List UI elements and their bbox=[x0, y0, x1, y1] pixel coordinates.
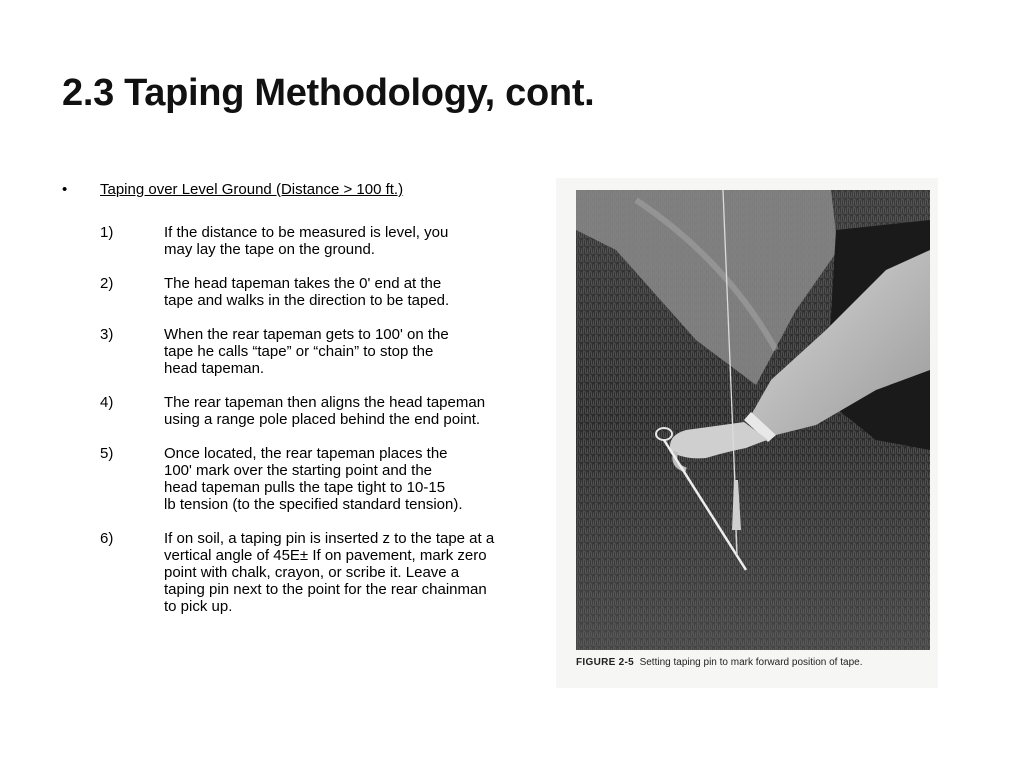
step-number: 1) bbox=[100, 224, 114, 241]
step-text-line: may lay the tape on the ground. bbox=[164, 241, 375, 258]
step-text-line: lb tension (to the specified standard tension). bbox=[164, 496, 463, 513]
step-text-line: point with chalk, crayon, or scribe it. Leave a bbox=[164, 564, 460, 581]
step-item bbox=[100, 530, 545, 615]
figure-caption-text: Setting taping pin to mark forward position of tape. bbox=[639, 657, 863, 668]
step-text bbox=[164, 326, 545, 377]
step-number: 3) bbox=[100, 326, 114, 343]
figure-caption bbox=[576, 657, 862, 668]
figure-photo bbox=[576, 190, 930, 650]
step-number: 4) bbox=[100, 394, 114, 411]
step-text bbox=[164, 445, 545, 513]
step-item bbox=[100, 445, 545, 513]
bullet-heading bbox=[62, 181, 403, 199]
step-text-line: The head tapeman takes the 0' end at the bbox=[164, 275, 442, 292]
steps-list bbox=[100, 224, 545, 632]
slide-title: 2.3 Taping Methodology, cont. bbox=[62, 72, 595, 114]
step-text-line: head tapeman. bbox=[164, 360, 265, 377]
step-text-line: Once located, the rear tapeman places the bbox=[164, 445, 448, 462]
step-text-line: 100' mark over the starting point and the bbox=[164, 462, 433, 479]
step-item bbox=[100, 224, 545, 258]
step-text-line: vertical angle of 45E± If on pavement, mark zero bbox=[164, 547, 487, 564]
figure-label: FIGURE 2-5 bbox=[576, 657, 635, 668]
step-text bbox=[164, 394, 545, 428]
figure bbox=[556, 178, 938, 688]
step-text-line: The rear tapeman then aligns the head tapeman bbox=[164, 394, 486, 411]
step-text bbox=[164, 275, 545, 309]
step-text-line: If the distance to be measured is level, you bbox=[164, 224, 449, 241]
bullet-heading-text: Taping over Level Ground (Distance > 100 ft.) bbox=[100, 181, 404, 198]
bullet-dot: • bbox=[62, 181, 68, 198]
step-number: 2) bbox=[100, 275, 114, 292]
step-text-line: head tapeman pulls the tape tight to 10-15 bbox=[164, 479, 446, 496]
step-text-line: When the rear tapeman gets to 100' on the bbox=[164, 326, 449, 343]
step-text bbox=[164, 224, 545, 258]
step-text bbox=[164, 530, 545, 615]
step-item bbox=[100, 394, 545, 428]
step-item bbox=[100, 275, 545, 309]
step-text-line: If on soil, a taping pin is inserted z to the tape at a bbox=[164, 530, 495, 547]
step-number: 6) bbox=[100, 530, 114, 547]
step-text-line: tape he calls “tape” or “chain” to stop the bbox=[164, 343, 434, 360]
step-text-line: taping pin next to the point for the rear chainman bbox=[164, 581, 487, 598]
step-text-line: using a range pole placed behind the end point. bbox=[164, 411, 481, 428]
step-item bbox=[100, 326, 545, 377]
step-text-line: to pick up. bbox=[164, 598, 233, 615]
taping-pin-photo bbox=[576, 190, 930, 650]
step-text-line: tape and walks in the direction to be taped. bbox=[164, 292, 450, 309]
step-number: 5) bbox=[100, 445, 114, 462]
